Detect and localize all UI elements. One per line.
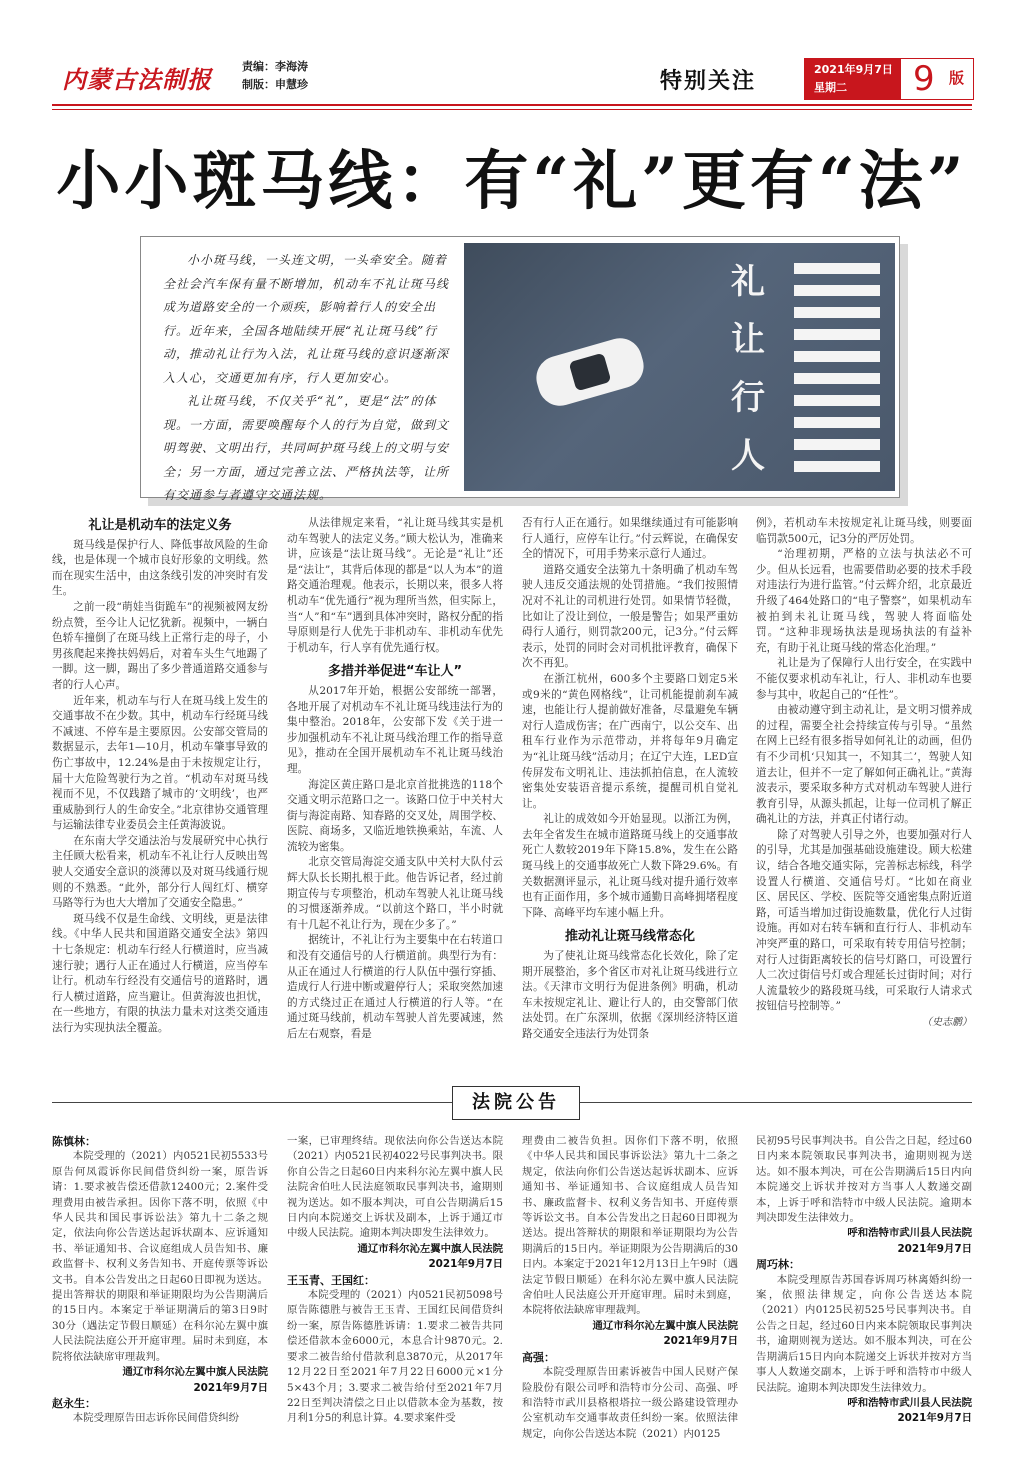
notice-date: 2021年9月7日	[428, 1258, 503, 1271]
article-body	[52, 516, 972, 1046]
date-box	[804, 58, 900, 100]
notice-body: 理费由二被告负担。因你们下落不明，依照《中华人民共和国民事诉讼法》第九十二条之规定，依法向你们公告送达起诉状副本、应诉通知书、举证通知书、合议庭组成人员告知书、廉政监督卡、权利义务告知书、开庭传票等诉讼文书。自本公告发出之日起60日即视为送达。提出答辩状的期限和举证期限均为公告期满后的15日内。举证期限为公告期满后的30日内。本案定于2021年12月13日上午9时（遇法定节假日顺延）在科尔沁左翼中旗人民法院舍伯吐人民法庭公开开庭审理。届时未到庭，本院将依法缺席审理裁判。	[522, 1135, 738, 1317]
article-paragraph: 道路交通安全法第九十条明确了机动车驾驶人违反交通法规的处罚措施。“我们按照情况对不礼让的司机进行处罚。如果情节轻微，比如让了没让到位，一般是警告；如果严重妨碍行人通行，则罚款200元，记3分。”付云辉表示，处罚的同时会对司机批评教育，确保下次不再犯。	[522, 563, 738, 670]
issue-weekday: 星期二	[814, 81, 847, 94]
notice-date: 2021年9月7日	[897, 1412, 972, 1425]
article-subheading: 推动礼让斑马线常态化	[564, 929, 695, 945]
page-number: 9	[913, 59, 935, 99]
headline: 小小斑马线：有“礼”更有“法”	[56, 144, 968, 219]
header-rule-thin	[52, 109, 972, 110]
article-subheading: 礼让是机动车的法定义务	[88, 518, 232, 533]
article-paragraph: 据统计，不礼让行为主要集中在右转道口和没有交通信号的人行横道前。典型行为有：从正在通过人行横道的行人队伍中强行穿插、造成行人行进中断或避停行人；采取突然加速的方式绕过正在通过人行横道的行人等。“在通过斑马线前，机动车驾驶人首先要减速，然后左右观察，看是	[287, 934, 503, 1040]
article-paragraph: 从法律规定来看，“礼让斑马线其实是机动车驾驶人的法定义务。”顾大松认为，准确来讲，应该是“法让斑马线”。无论是“礼让”还是“法让”，其背后体现的都是“以人为本”的道路交通治理观。他表示，长期以来，很多人将机动车“优先通行”视为理所当然，但实际上，当“人”和“车”遇到具体冲突时，路权分配的指导原则是行人优先于非机动车、非机动车优先于机动车，行人享有优先通行权。	[287, 517, 503, 654]
intro-text	[163, 249, 453, 508]
zebra-crossing-photo	[464, 243, 895, 491]
article-subheading: 多措并举促进“车让人”	[327, 664, 463, 680]
article-paragraph: 从2017年开始，根据公安部统一部署，各地开展了对机动车不礼让斑马线违法行为的集中整治。2018年，公安部下发《关于进一步加强机动车不礼让斑马线治理工作的指导意见》，推动在全国开展机动车不礼让斑马线治理。	[287, 684, 503, 775]
article-paragraph: 否有行人正在通行。如果继续通过有可能影响行人通行，应停车让行。”付云辉说，在确保安全的情况下，可用手势来示意行人通过。	[522, 517, 738, 561]
masthead	[52, 54, 972, 104]
editor-name: 责编：李海涛	[242, 60, 308, 73]
intro-box	[140, 236, 900, 502]
article-column-3	[522, 516, 738, 1043]
section-title: 特别关注	[660, 69, 757, 94]
zebra-stripe	[794, 439, 880, 450]
zebra-stripe	[794, 461, 880, 472]
notice-court: 通辽市科尔沁左翼中旗人民法院	[122, 1366, 268, 1379]
court-notice-title: 法院公告	[452, 1086, 580, 1120]
notice-recipient: 赵永生：	[52, 1396, 96, 1410]
article-column-1	[52, 516, 268, 1037]
notice-body: 一案，已审理终结。现依法向你公告送达本院（2021）内0521民初4022号民事判决书。限你自公告之日起60日内来科尔沁左翼中旗人民法院舍伯吐人民法庭领取民事判决书，逾期则视为送达。如不服本判决，可自公告期满后15日内向本院递交上诉状及副本，上诉于通辽市中级人民法院。逾期本判决即发生法律效力。	[287, 1135, 503, 1240]
article-paragraph: 为了使礼让斑马线常态化长效化，除了定期开展整治，多个省区市对礼让斑马线进行立法。《天津市文明行为促进条例》明确，机动车未按规定礼让、避让行人的，由交警部门依法处罚。在广东深圳，依据《深圳经济特区道路交通安全违法行为处罚条	[522, 950, 738, 1040]
notice-court: 通辽市科尔沁左翼中旗人民法院	[592, 1319, 738, 1332]
article-paragraph: “治理初期，严格的立法与执法必不可少。但从长远看，也需要借助必要的技术手段对违法行为进行监管。”付云辉介绍，北京最近升级了464处路口的“电子警察”，如果机动车被拍到未礼让斑马线，驾驶人将面临处罚。“这种非现场执法是现场执法的有益补充，有助于礼让斑马线的常态化治理。”	[756, 548, 972, 654]
notice-body: 本院受理的（2021）内0521民初5533号原告何凤霞诉你民间借贷纠纷一案，原告诉请：1.要求被告偿还借款12400元；2.案件受理费用由被告承担。因你下落不明，依照《中华人民共和国民事诉讼法》第九十二条之规定，依法向你公告送达起诉状副本、应诉通知书、举证通知书、合议庭组成人员告知书、廉政监督卡、权利义务告知书、开庭传票等诉讼文书。自本公告发出之日起60日即视为送达。提出答辩状的期限和举证期限均为公告期满后的15日内。本案定于举证期满后的第3日9时30分（遇法定节假日顺延）在科尔沁左翼中旗人民法院法庭公开开庭审理。届时未到庭，本院将依法缺席审理裁判。	[52, 1150, 268, 1363]
notice-recipient: 王玉青、王国红：	[287, 1273, 375, 1287]
notice-column-1	[52, 1134, 268, 1427]
zebra-stripe	[794, 395, 880, 406]
notice-recipient: 陈慎林：	[52, 1135, 96, 1148]
article-paragraph: 斑马线不仅是生命线、文明线，更是法律线。《中华人民共和国道路交通安全法》第四十七条规定：机动车行经人行横道时，应当减速行驶；遇行人正在通过人行横道，应当停车让行。机动车行经没有交通信号的道路时，遇行人横过道路，应当避让。但黄海波也担忧，在一些地方，有限的执法力量未对这类交通违法行为实现执法全覆盖。	[52, 912, 268, 1034]
notice-recipient: 周巧林：	[756, 1258, 800, 1272]
notice-body: 本院受理原告苏国春诉周巧林离婚纠纷一案，依照法律规定，向你公告送达本院（2021）内0125民初525号民事判决书。自公告之日起，经过60日内来本院领取民事判决书，逾期则视为送达。如不服本判决，可在公告期满后15日内向本院递交上诉状并按对方当事人人数递交副本，上诉于呼和浩特市中级人民法院。逾期本判决即发生法律效力。	[756, 1273, 972, 1394]
notice-recipient: 高强：	[522, 1350, 555, 1364]
notice-date: 2021年9月7日	[897, 1242, 972, 1255]
white-car	[531, 333, 649, 411]
article-paragraph: 斑马线是保护行人、降低事故风险的生命线，也是体现一个城市良好形象的文明线。然而在现实生活中，由这条线引发的冲突时有发生。	[52, 538, 268, 598]
newspaper-logo: 内蒙古法制报	[62, 65, 212, 94]
article-paragraph: 之前一段“萌娃当街跪车”的视频被网友纷纷点赞，至今让人记忆犹新。视频中，一辆白色轿车撞倒了在斑马线上正常行走的母子，小男孩爬起来搀扶妈妈后，对着车头生气地踢了一脚。这一脚，踢出了多少普通道路交通参与者的行人心声。	[52, 600, 268, 691]
article-author: （史志鹏）	[922, 1017, 972, 1028]
zebra-stripe	[794, 307, 880, 318]
court-notices	[52, 1134, 972, 1466]
article-paragraph: 北京交管局海淀交通支队中关村大队付云辉大队长长期扎根于此。他告诉记者，经过前期宣传与专项整治，机动车驾驶人礼让斑马线的习惯逐渐养成。“以前这个路口，半小时就有十几起不礼让行为，现在少多了。”	[287, 856, 503, 931]
zebra-stripe	[794, 285, 880, 296]
notice-body: 本院受理原告田素诉被告中国人民财产保险股份有限公司呼和浩特市分公司、高强、呼和浩特市武川县格根塔拉一级公路建设管理办公室机动车交通事故责任纠纷一案。依照法律规定，向你公告送达本院（2021）内0125	[522, 1366, 738, 1440]
notice-body: 本院受理原告田志诉你民间借贷纠纷	[72, 1412, 240, 1425]
notice-column-3	[522, 1134, 738, 1442]
road-marking-text: 礼让行人	[731, 262, 765, 476]
article-paragraph: 除了对驾驶人引导之外，也要加强对行人的引导，尤其是加强基础设施建设。顾大松建议，结合各地交通实际，完善标志标线，科学设置人行横道、交通信号灯。“比如在商业区、居民区、学校、医院等交通密集点附近道路，可适当增加过街设施数量，优化行人过街设施。再如对右转车辆和直行行人、非机动车冲突严重的路口，可采取有转专用信号控制；对行人过街距离较长的信号灯路口，可设置行人二次过街信号灯或合理延长过街时间；对行人流量较少的路段斑马线，可采取行人请求式按钮信号控制等。”	[756, 828, 972, 1013]
notice-court: 呼和浩特市武川县人民法院	[847, 1396, 972, 1409]
article-paragraph: 近年来，机动车与行人在斑马线上发生的交通事故不在少数。其中，机动车行经斑马线不减速、不停车是主要原因。公安部交管局的数据显示，去年1—10月，机动车肇事导致的伤亡事故中，12.24%是由于未按规定让行，届十大危险驾驶行为之首。“机动车对斑马线视而不见，不仅践踏了城市的‘文明线’，也严重威胁到行人的生命安全。”北京律协交通管理与运输法律专业委员会主任黄海波说。	[52, 694, 268, 832]
header-rule	[52, 104, 972, 106]
article-paragraph: 在浙江杭州，600多个主要路口划定5米或9米的“黄色网格线”，让司机能提前刹车减速，也能让行人提前做好准备，尽量避免车辆对行人造成伤害；在广西南宁，以公交车、出租车行业作为示范带动，并将每年9月确定为“礼让斑马线”活动月；在辽宁大连，LED宣传屏发布文明礼让、违法抓拍信息，在人流较密集处安装语音提示系统，提醒司机自觉礼让。	[522, 672, 738, 810]
zebra-stripe	[794, 263, 880, 274]
notice-court: 呼和浩特市武川县人民法院	[847, 1227, 972, 1240]
zebra-stripe	[794, 329, 880, 340]
notice-date: 2021年9月7日	[193, 1381, 268, 1394]
article-paragraph: 海淀区黄庄路口是北京首批挑选的118个交通文明示范路口之一。该路口位于中关村大街与海淀南路、知春路的交叉处，周围学校、医院、商场多，又临近地铁换乘站，车流、人流较为密集。	[287, 778, 503, 853]
zebra-stripe	[794, 351, 880, 362]
article-column-4	[756, 516, 972, 1031]
article-paragraph: 礼让是为了保障行人出行安全，在实践中不能仅要求机动车礼让，行人、非机动车也要参与其中，收起自己的“任性”。	[756, 657, 972, 701]
notice-column-2	[287, 1134, 503, 1427]
zebra-stripe	[794, 417, 880, 428]
court-notice-header	[52, 1086, 972, 1120]
page-number-box	[900, 58, 974, 100]
article-column-2	[287, 516, 503, 1043]
notice-body: 民初95号民事判决书。自公告之日起，经过60日内来本院领取民事判决书，逾期则视为送达。如不服本判决，可在公告期满后15日内向本院递交上诉状并按对方当事人人数递交副本，上诉于呼和浩特市中级人民法院。逾期本判决即发生法律效力。	[756, 1135, 972, 1225]
article-paragraph: 由被动遵守到主动礼让，是文明习惯养成的过程，需要全社会持续宣传与引导。“虽然在网上已经有很多指导如何礼让的动画，但仍有不少司机‘只知其一，不知其二’，驾驶人知道去让，但并不一定了解如何正确礼让。”黄海波表示，要采取多种方式对机动车驾驶人进行教育引导，从源头抓起，让每一位司机了解正确礼让的方法，并真正付诸行动。	[756, 704, 972, 826]
producer-name: 制版：申慧珍	[242, 78, 308, 91]
notice-body: 本院受理的（2021）内0521民初5098号原告陈德胜与被告王玉青、王国红民间借贷纠纷一案，原告陈德胜诉请：1.要求二被告共同偿还借款本金6000元，本息合计9870元。2.要求二被告给付借款利息3870元，从2017年12月22日至2021年7月22日6000元×1分5×43个月；3.要求二被告给付至2021年7月22日至判决清偿之日止以借款本金为基数，按月利1分5的利息计算。4.要求案件受	[287, 1289, 503, 1425]
intro-paragraph: 小小斑马线，一头连文明，一头牵安全。随着全社会汽车保有量不断增加，机动车不礼让斑马线成为道路安全的一个顽疾，影响着行人的安全出行。近年来，全国各地陆续开展“礼让斑马线”行动，推动礼让行为入法，礼让斑马线的意识逐渐深入人心，交通更加有序，行人更加安心。	[163, 253, 450, 385]
issue-date: 2021年9月7日	[814, 63, 893, 76]
intro-paragraph: 礼让斑马线，不仅关乎“礼”，更是“法”的体现。一方面，需要唤醒每个人的行为自觉，做到文明驾驶、文明出行，共同呵护斑马线上的文明与安全；另一方面，通过完善立法、严格执法等，让所有交通参与者遵守交通法规。	[163, 394, 450, 502]
article-paragraph: 在东南大学交通法治与发展研究中心执行主任顾大松看来，机动车不礼让行人反映出驾驶人交通安全意识的淡薄以及对斑马线通行规则的不熟悉。“此外，部分行人闯红灯、横穿马路等行为也大大增加了交通安全隐患。”	[52, 834, 268, 910]
notice-column-4	[756, 1134, 972, 1427]
car-window	[569, 353, 612, 392]
notice-date: 2021年9月7日	[663, 1335, 738, 1348]
editor-credits	[242, 58, 308, 94]
notice-court: 通辽市科尔沁左翼中旗人民法院	[357, 1242, 503, 1255]
zebra-stripe	[794, 373, 880, 384]
article-paragraph: 礼让的成效如今开始显现。以浙江为例，去年全省发生在城市道路斑马线上的交通事故死亡人数较2019年下降15.8%，发生在公路斑马线上的交通事故死亡人数下降29.6%。有关数据测评显示，礼让斑马线对提升通行效率也有正面作用，多个城市通勤日高峰拥堵程度下降、高峰平均车速小幅上升。	[522, 813, 738, 919]
road-marking	[726, 253, 770, 485]
page-label: 版	[949, 69, 965, 87]
article-paragraph: 例》，若机动车未按规定礼让斑马线，则要面临罚款500元，记3分的严厉处罚。	[756, 517, 972, 545]
